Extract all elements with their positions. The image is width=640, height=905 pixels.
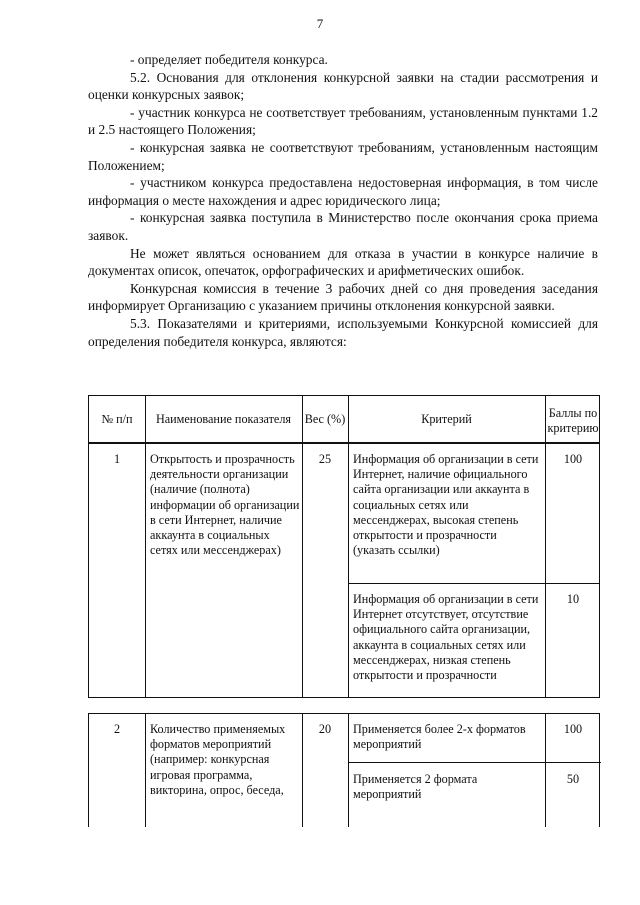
- criterion-score: 100: [563, 722, 583, 736]
- paragraph: - участником конкурса предоставлена недостоверная информация, в том числе информация о месте нахождения и адрес юридического лица;: [88, 175, 598, 208]
- paragraph: 5.3. Показателями и критериями, используемыми Конкурсной комиссией для определения победителя конкурса, являются:: [88, 315, 598, 349]
- row-number: 1: [113, 452, 121, 466]
- indicator-name: Открытость и прозрачность деятельности организации (наличие (полнота) информации об организации в сети Интернет, наличие аккаунта в социальных сетях или мессенджерах): [150, 452, 300, 558]
- table-header-row: [88, 395, 600, 443]
- paragraph: 5.2. Основания для отклонения конкурсной заявки на стадии рассмотрения и оценки конкурсных заявок;: [88, 69, 598, 103]
- criterion-text: Применяется более 2-х форматов мероприятий: [353, 722, 526, 752]
- body-text: [88, 51, 598, 350]
- weight-value: 20: [318, 722, 332, 736]
- page-number: 7: [316, 16, 324, 31]
- table-row: [88, 443, 600, 698]
- header-weight: Вес (%): [304, 412, 346, 426]
- weight-value: 25: [318, 452, 332, 466]
- paragraph: Конкурсная комиссия в течение 3 рабочих дней со дня проведения заседания информирует Организацию с указанием причины отклонения конкурсной заявки.: [88, 280, 598, 314]
- criterion-score: 50: [566, 772, 580, 786]
- row-number: 2: [113, 722, 121, 736]
- criterion-text: Применяется 2 формата мероприятий: [353, 772, 478, 802]
- table-row: [88, 713, 600, 827]
- paragraph: - конкурсная заявка поступила в Министерство после окончания срока приема заявок.: [88, 210, 598, 243]
- criterion-text: Информация об организации в сети Интернет отсутствует, отсутствие официального сайта организации, аккаунта в социальных сетях или мессенджерах, низкая степень открытости и прозрачности: [353, 592, 539, 683]
- criterion-text: Информация об организации в сети Интернет, наличие официального сайта организации или аккаунта в социальных сетях или мессенджерах, высокая степень открытости и прозрачности (указать ссылки): [353, 452, 539, 558]
- criterion-score: 100: [563, 452, 583, 466]
- criterion-score: 10: [566, 592, 580, 606]
- paragraph: - определяет победителя конкурса.: [130, 52, 328, 67]
- header-criterion: Критерий: [421, 412, 472, 426]
- indicator-name: Количество применяемых форматов мероприятий (например: конкурсная игровая программа, викторина, опрос, беседа,: [150, 722, 286, 797]
- header-score: Баллы по критерию: [547, 406, 599, 436]
- paragraph: - участник конкурса не соответствует требованиям, установленным пунктами 1.2 и 2.5 настоящего Положения;: [88, 104, 598, 138]
- header-number: № п/п: [101, 412, 133, 426]
- header-indicator: Наименование показателя: [155, 412, 292, 426]
- paragraph: Не может являться основанием для отказа в участии в конкурсе наличие в документах описок, опечаток, орфографических и арифметических ошибок.: [88, 245, 598, 279]
- paragraph: - конкурсная заявка не соответствуют требованиям, установленным настоящим Положением;: [88, 139, 598, 173]
